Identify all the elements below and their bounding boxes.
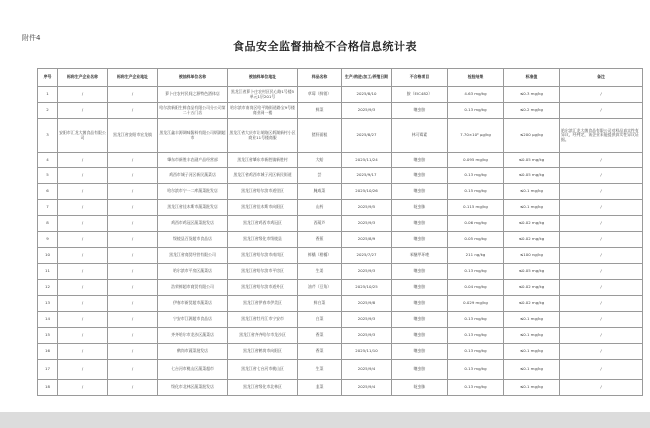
cell-date: 2025/8/10 <box>342 87 392 103</box>
cell-maker-addr: / <box>108 184 158 200</box>
cell-maker: / <box>58 280 108 296</box>
cell-result: 0.13 mg/kg <box>448 168 504 184</box>
cell-note: 哈尔滨汇龙大菌食品有限公司对样品真实性有异议，经判定，该企业未能提供真实性异议证据。 <box>560 119 643 153</box>
cell-result: 0.13 mg/kg <box>448 380 504 396</box>
cell-result: 0.029 mg/kg <box>448 296 504 312</box>
cell-item: 噻虫胺 <box>392 184 448 200</box>
cell-note: / <box>560 312 643 328</box>
cell-result: 0.13 mg/kg <box>448 360 504 380</box>
cell-unit-addr: 黑龙江省萝卜庄农村区民心路1号楼5单元1层201号 <box>228 87 298 103</box>
cell-unit-addr: 黑龙江省哈尔滨市道外区 <box>228 280 298 296</box>
cell-unit: 黑龙江省商贸经营有限公司 <box>158 248 228 264</box>
cell-sample: 腌咸菜 <box>298 184 342 200</box>
cell-standard: ≤0.05 mg/kg <box>504 168 560 184</box>
cell-result: 0.095 mg/kg <box>448 153 504 168</box>
cell-maker-addr: / <box>108 103 158 119</box>
cell-maker-addr: / <box>108 328 158 344</box>
cell-no: 9 <box>38 232 58 248</box>
cell-maker-addr: / <box>108 264 158 280</box>
cell-unit: 黑龙江鑫丰源调味酱料有限公司炳湖超市 <box>158 119 228 153</box>
cell-sample: 鲜橘（柑橘） <box>298 248 342 264</box>
cell-note: / <box>560 280 643 296</box>
cell-result: 0.04 mg/kg <box>448 280 504 296</box>
cell-unit-addr: 黑龙江省肇东市新胜镇新胜村 <box>228 153 298 168</box>
cell-result: 0.06 mg/kg <box>448 216 504 232</box>
table-row <box>38 264 643 280</box>
cell-unit: 伊春市新贸超市蔬菜店 <box>158 296 228 312</box>
cell-standard: ≤0.02 mg/kg <box>504 232 560 248</box>
cell-date: 2025/9/8 <box>342 296 392 312</box>
cell-unit-addr: 黑龙江省鸡西市鸡冠区 <box>228 216 298 232</box>
cell-date: 2025/8/9 <box>342 232 392 248</box>
cell-maker-addr: 黑龙江省安阳市宏龙镇 <box>108 119 158 153</box>
cell-no: 4 <box>38 153 58 168</box>
cell-item: 噻虫胺 <box>392 103 448 119</box>
cell-standard: ≤0.1 mg/kg <box>504 312 560 328</box>
table-row <box>38 248 643 264</box>
cell-no: 7 <box>38 200 58 216</box>
cell-date: 2025/9/4 <box>342 380 392 396</box>
cell-item: 胺（EIC482） <box>392 87 448 103</box>
cell-date: 2025/9/3 <box>342 328 392 344</box>
cell-result: 0.115 mg/kg <box>448 200 504 216</box>
cell-note: / <box>560 200 643 216</box>
cell-unit: 肇东市新胜丰农副产品经营部 <box>158 153 228 168</box>
cell-item: 噻虫胺 <box>392 328 448 344</box>
cell-unit-addr: 黑龙江省伊春市伊美区 <box>228 296 298 312</box>
cell-date: 2025/9/3 <box>342 264 392 280</box>
cell-item: 啶虫脒 <box>392 380 448 396</box>
cell-sample: 芸 <box>298 168 342 184</box>
cell-note: / <box>560 248 643 264</box>
column-header: 标称生产企业名称 <box>58 69 108 87</box>
cell-maker: / <box>58 200 108 216</box>
cell-maker: / <box>58 87 108 103</box>
cell-unit-addr: 黑龙江省齐齐哈尔市龙沙区 <box>228 328 298 344</box>
cell-item: 噻虫胺 <box>392 264 448 280</box>
cell-item: 噻虫胺 <box>392 344 448 360</box>
cell-note: / <box>560 328 643 344</box>
cell-sample: 韭菜 <box>298 380 342 396</box>
cell-unit: 浩荣鲜超市商贸有限公司 <box>158 280 228 296</box>
table-row <box>38 360 643 380</box>
cell-note: / <box>560 184 643 200</box>
cell-unit: 鹤岗市蔬菜批发店 <box>158 344 228 360</box>
cell-standard: ≤0.1 mg/kg <box>504 380 560 396</box>
cell-unit: 哈尔滨新阳生鲜食品有限公司分公司第二十五门店 <box>158 103 228 119</box>
cell-item: 噻虫胺 <box>392 216 448 232</box>
cell-sample: 香菜 <box>298 328 342 344</box>
table-row <box>38 216 643 232</box>
cell-maker: / <box>58 248 108 264</box>
cell-maker: / <box>58 264 108 280</box>
cell-unit-addr: 黑龙江省绥化市绥棱县 <box>228 232 298 248</box>
cell-unit-addr: 黑龙江省鸡西市城子河区新民街道 <box>228 168 298 184</box>
cell-note: / <box>560 264 643 280</box>
table-row <box>38 328 643 344</box>
column-header: 序号 <box>38 69 58 87</box>
cell-maker-addr: / <box>108 153 158 168</box>
cell-note: / <box>560 168 643 184</box>
cell-sample: 西葫芦 <box>298 216 342 232</box>
cell-item: 噻虫胺 <box>392 296 448 312</box>
cell-result: 7.70×10⁴ μg/kg <box>448 119 504 153</box>
cell-no: 1 <box>38 87 58 103</box>
cell-standard: ≤0.3 mg/kg <box>504 87 560 103</box>
cell-sample: 山药 <box>298 200 342 216</box>
cell-maker: / <box>58 103 108 119</box>
table-row <box>38 119 643 153</box>
cell-unit-addr: 黑龙江省大庆市让胡路区炳湖新村小区商业11号楼商服 <box>228 119 298 153</box>
cell-date: 2025/7/27 <box>342 248 392 264</box>
cell-result: 0.13 mg/kg <box>448 103 504 119</box>
cell-no: 13 <box>38 296 58 312</box>
cell-maker: / <box>58 296 108 312</box>
cell-maker-addr: / <box>108 280 158 296</box>
table-row <box>38 232 643 248</box>
cell-item: 噻虫胺 <box>392 312 448 328</box>
document-title: 食品安全监督抽检不合格信息统计表 <box>233 40 417 53</box>
cell-sample: 鲜白菜 <box>298 296 342 312</box>
cell-result: 0.13 mg/kg <box>448 264 504 280</box>
table-row <box>38 296 643 312</box>
cell-no: 11 <box>38 264 58 280</box>
column-header: 被抽样单位名称 <box>158 69 228 87</box>
attachment-label: 附件4 <box>22 34 41 42</box>
cell-maker-addr: / <box>108 360 158 380</box>
cell-no: 17 <box>38 360 58 380</box>
cell-standard: ≤0.02 mg/kg <box>504 216 560 232</box>
cell-maker: / <box>58 328 108 344</box>
table-row <box>38 344 643 360</box>
table-row <box>38 380 643 396</box>
cell-result: 0.15 mg/kg <box>448 184 504 200</box>
column-header: 样品名称 <box>298 69 342 87</box>
cell-maker-addr: / <box>108 200 158 216</box>
cell-unit: 鸡西市城子河区新民蔬菜店 <box>158 168 228 184</box>
cell-maker: / <box>58 232 108 248</box>
cell-standard: ≤0.02 mg/kg <box>504 280 560 296</box>
cell-standard: ≤0.02 mg/kg <box>504 296 560 312</box>
table-row <box>38 312 643 328</box>
table-header-row <box>38 69 643 87</box>
cell-unit: 绥化市北林区蔬菜批发店 <box>158 380 228 396</box>
cell-maker-addr: / <box>108 87 158 103</box>
table-row <box>38 103 643 119</box>
cell-standard: ≤100 ng/kg <box>504 248 560 264</box>
cell-unit: 哈尔滨市宁一二库蔬菜批发店 <box>158 184 228 200</box>
cell-result: 0.13 mg/kg <box>448 328 504 344</box>
cell-maker: / <box>58 380 108 396</box>
cell-sample: 香蕉 <box>298 232 342 248</box>
cell-result: 0.05 mg/kg <box>448 232 504 248</box>
cell-no: 6 <box>38 184 58 200</box>
table-row <box>38 153 643 168</box>
cell-note: / <box>560 232 643 248</box>
cell-standard: ≤0.1 mg/kg <box>504 200 560 216</box>
cell-no: 8 <box>38 216 58 232</box>
cell-unit-addr: 哈尔滨市南岗区哈平路街道路宝9号楼商业网一楼 <box>228 103 298 119</box>
cell-result: 0.13 mg/kg <box>448 312 504 328</box>
cell-maker: / <box>58 312 108 328</box>
cell-maker-addr: / <box>108 232 158 248</box>
cell-date: 2025/11/10 <box>342 344 392 360</box>
cell-result: 4.63 mg/kg <box>448 87 504 103</box>
cell-maker: 安阳市汇龙大菌食品有限公司 <box>58 119 108 153</box>
cell-no: 10 <box>38 248 58 264</box>
cell-maker-addr: / <box>108 248 158 264</box>
table-row <box>38 168 643 184</box>
column-header: 被抽样单位地址 <box>228 69 298 87</box>
cell-no: 2 <box>38 103 58 119</box>
cell-unit: 哈尔滨市平房区蔬菜店 <box>158 264 228 280</box>
cell-item: 噻虫胺 <box>392 232 448 248</box>
cell-no: 14 <box>38 312 58 328</box>
cell-date: 2025/9/3 <box>342 103 392 119</box>
inspection-table <box>37 68 643 396</box>
cell-date: 2025/9/5 <box>342 200 392 216</box>
cell-date: 2025/9/17 <box>342 168 392 184</box>
column-header: 标称生产企业地址 <box>108 69 158 87</box>
cell-standard: ≤0.1 mg/kg <box>504 360 560 380</box>
cell-sample: 生菜 <box>298 360 342 380</box>
cell-date: 2025/9/3 <box>342 216 392 232</box>
cell-unit-addr: 黑龙江省鹤岗市向阳区 <box>228 344 298 360</box>
cell-maker-addr: / <box>108 168 158 184</box>
cell-unit-addr: 黑龙江省哈尔滨市道里区 <box>228 184 298 200</box>
cell-item: 噻虫胺 <box>392 168 448 184</box>
cell-no: 18 <box>38 380 58 396</box>
cell-item: 噻虫胺 <box>392 153 448 168</box>
cell-sample: 草莓（鲜销） <box>298 87 342 103</box>
cell-unit-addr: 黑龙江省七台河市桃山区 <box>228 360 298 380</box>
cell-result: 211 ng/kg <box>448 248 504 264</box>
cell-maker: / <box>58 360 108 380</box>
cell-note: / <box>560 380 643 396</box>
cell-maker: / <box>58 168 108 184</box>
cell-unit-addr: 黑龙江省哈尔滨市平房区 <box>228 264 298 280</box>
cell-sample: 猪肝面糕 <box>298 119 342 153</box>
column-header: 不合格项目 <box>392 69 448 87</box>
table-row <box>38 184 643 200</box>
column-header: 标准值 <box>504 69 560 87</box>
cell-unit: 宁安市江源超市食品店 <box>158 312 228 328</box>
table-row <box>38 200 643 216</box>
cell-standard: ≤0.1 mg/kg <box>504 184 560 200</box>
cell-no: 16 <box>38 344 58 360</box>
cell-standard: ≤0.1 mg/kg <box>504 344 560 360</box>
cell-unit: 黑龙江省佳木斯市蔬菜批发店 <box>158 200 228 216</box>
cell-unit: 绥棱县百货超市食品店 <box>158 232 228 248</box>
cell-unit: 萝卜庄农村民间之源特色酒体店 <box>158 87 228 103</box>
cell-note: / <box>560 103 643 119</box>
cell-note: / <box>560 87 643 103</box>
cell-sample: 生姜 <box>298 264 342 280</box>
cell-standard: ≤0.05 mg/kg <box>504 153 560 168</box>
cell-result: 0.13 mg/kg <box>448 344 504 360</box>
cell-note: / <box>560 153 643 168</box>
cell-no: 15 <box>38 328 58 344</box>
cell-note: / <box>560 216 643 232</box>
cell-sample: 鲜菜 <box>298 103 342 119</box>
table-row <box>38 87 643 103</box>
cell-maker: / <box>58 153 108 168</box>
cell-item: 林可霉素 <box>392 119 448 153</box>
cell-maker-addr: / <box>108 296 158 312</box>
cell-date: 2025/8/27 <box>342 119 392 153</box>
column-header: 检验结果 <box>448 69 504 87</box>
cell-date: 2025/9/4 <box>342 360 392 380</box>
cell-unit-addr: 黑龙江省绥化市北林区 <box>228 380 298 396</box>
cell-unit-addr: 黑龙江省牡丹江市宁安市 <box>228 312 298 328</box>
cell-item: 噻虫胺 <box>392 360 448 380</box>
cell-sample: 大蛤 <box>298 153 342 168</box>
cell-maker: / <box>58 184 108 200</box>
cell-item: 啶虫脒 <box>392 200 448 216</box>
cell-note: / <box>560 360 643 380</box>
cell-sample: 白菜 <box>298 312 342 328</box>
cell-sample: 油芹（豆角） <box>298 280 342 296</box>
cell-note: / <box>560 296 643 312</box>
cell-standard: ≤200 μg/kg <box>504 119 560 153</box>
cell-maker: / <box>58 344 108 360</box>
cell-standard: ≤0.05 mg/kg <box>504 264 560 280</box>
cell-item: 噻虫胺 <box>392 280 448 296</box>
page-bottom-edge <box>0 412 650 428</box>
cell-unit: 七台河市桃山区蔬菜超市 <box>158 360 228 380</box>
cell-note: / <box>560 344 643 360</box>
cell-standard: ≤0.1 mg/kg <box>504 328 560 344</box>
cell-date: 2025/10/25 <box>342 280 392 296</box>
column-header: 生产/购进/加工/养殖日期 <box>342 69 392 87</box>
cell-maker-addr: / <box>108 216 158 232</box>
cell-no: 5 <box>38 168 58 184</box>
cell-date: 2025/9/3 <box>342 312 392 328</box>
cell-no: 12 <box>38 280 58 296</box>
cell-no: 3 <box>38 119 58 153</box>
cell-sample: 香菜 <box>298 344 342 360</box>
cell-maker-addr: / <box>108 312 158 328</box>
cell-standard: ≤0.2 mg/kg <box>504 103 560 119</box>
cell-unit: 鸡西市鸡冠区蔬菜批发店 <box>158 216 228 232</box>
cell-date: 2025/10/26 <box>342 184 392 200</box>
table-row <box>38 280 643 296</box>
column-header: 备注 <box>560 69 643 87</box>
cell-unit-addr: 黑龙江省哈尔滨市南岗区 <box>228 248 298 264</box>
cell-item: 苯醚甲环唑 <box>392 248 448 264</box>
cell-maker-addr: / <box>108 380 158 396</box>
cell-maker-addr: / <box>108 344 158 360</box>
cell-maker: / <box>58 216 108 232</box>
cell-date: 2025/11/24 <box>342 153 392 168</box>
cell-unit: 齐齐哈尔市龙沙区蔬菜店 <box>158 328 228 344</box>
cell-unit-addr: 黑龙江省佳木斯市向阳区 <box>228 200 298 216</box>
